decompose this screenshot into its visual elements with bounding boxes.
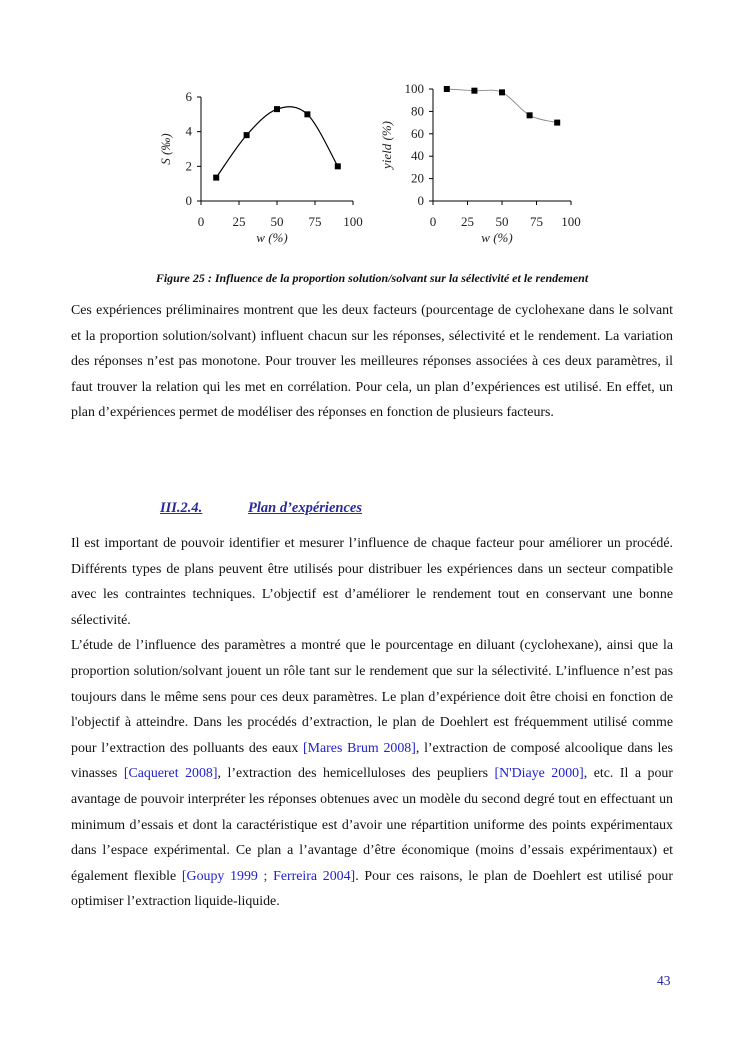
x-tick-label: 25	[461, 214, 474, 229]
data-point	[244, 132, 250, 138]
data-point	[274, 106, 280, 112]
text: . Pour ces raisons, le plan de Doehlert est utilisé pour optimiser l’extraction liquide-liquide.	[71, 868, 673, 910]
citation-caqueret[interactable]: [Caqueret 2008]	[123, 766, 218, 782]
citation-ndiaye[interactable]: [N'Diaye 2000]	[494, 766, 584, 782]
x-tick-label: 100	[561, 214, 581, 229]
x-tick-label: 0	[197, 214, 205, 229]
data-point	[527, 112, 533, 118]
x-axis-label: w (%)	[256, 230, 288, 245]
selectivity-chart	[150, 75, 370, 250]
section-number[interactable]: III.2.4.	[160, 500, 203, 516]
y-tick-label: 80	[411, 103, 424, 119]
data-point	[499, 89, 505, 95]
citation-goupy-ferreira[interactable]: [Goupy 1999 ; Ferreira 2004]	[181, 868, 356, 884]
x-tick-label: 0	[429, 214, 437, 229]
y-tick-label: 4	[185, 123, 192, 139]
text: , l’extraction de composé alcoolique dans les vinasses	[71, 740, 673, 782]
yield-chart	[375, 75, 595, 250]
paragraph-1: Ces expériences préliminaires montrent que les deux facteurs (pourcentage de cyclohexane dans le solvant et la proportion solution/solvant) influent chacun sur les réponses, sélectivité et le rendement. La variation des réponses n’est pas monotone. Pour trouver les meilleures réponses associées à ces deux paramètres, il faut trouver la relation qui les met en corrélation. Pour cela, un plan d’expériences est utilisé. En effet, un plan d’expériences permet de modéliser des réponses en fonction de plusieurs facteurs.	[71, 303, 673, 421]
y-axis-label: yield (%)	[379, 120, 394, 170]
y-tick-label: 2	[185, 158, 192, 174]
x-axis-label: w (%)	[481, 230, 513, 245]
data-point	[471, 88, 477, 94]
page-number: 43	[657, 973, 671, 988]
data-point	[444, 86, 450, 92]
text: , l’extraction des hemicelluloses des peupliers	[217, 766, 495, 782]
y-tick-label: 0	[417, 193, 424, 208]
x-tick-label: 100	[343, 214, 363, 229]
x-tick-label: 75	[308, 214, 322, 229]
data-point	[554, 120, 560, 126]
y-tick-label: 20	[411, 170, 424, 186]
x-tick-label: 50	[495, 214, 509, 229]
x-tick-label: 50	[270, 214, 284, 229]
y-tick-label: 40	[411, 148, 424, 164]
x-tick-label: 25	[232, 214, 246, 229]
data-point	[335, 163, 341, 169]
y-tick-label: 60	[411, 125, 424, 141]
section-body	[71, 531, 673, 915]
series-line	[216, 107, 338, 178]
y-tick-label: 100	[404, 81, 424, 96]
data-point	[213, 175, 219, 181]
paragraph-2: Il est important de pouvoir identifier et mesurer l’influence de chaque facteur pour améliorer un procédé. Différents types de plans peuvent être utilisés pour distribuer les expériences dans un secteur compatible avec les contraintes techniques. L’objectif est d’améliorer le rendement tout en conservant une bonne sélectivité.	[71, 536, 673, 628]
y-tick-label: 6	[185, 89, 192, 104]
x-tick-label: 75	[530, 214, 543, 229]
data-point	[304, 111, 310, 117]
paragraph-3	[71, 633, 673, 915]
y-tick-label: 0	[185, 193, 192, 208]
figure-caption: Figure 25 : Influence de la proportion solution/solvant sur la sélectivité et le rendement	[155, 271, 589, 285]
citation-mares-brum[interactable]: [Mares Brum 2008]	[303, 740, 416, 756]
y-axis-label: S (‰)	[158, 133, 173, 165]
text: , etc. Il a pour avantage de pouvoir interpréter les réponses obtenues avec un modèle du second degré tout en effectuant un minimum d’essais et dont la caractéristique est d’avoir une répartition uniforme des points expérimentaux dans l’espace expérimental. Ce plan a l’avantage d’être économique (moins d’essais expérimentaux) et également flexible	[71, 766, 673, 884]
section-title[interactable]: Plan d’expériences	[248, 500, 362, 516]
text: L’étude de l’influence des paramètres a montré que le pourcentage en diluant (cyclohexane), ainsi que la proportion solution/solvant jouent un rôle tant sur le rendement que sur la sélectivité. L’influence n’est pas toujours dans le même sens pour ces deux paramètres. Le plan d’expérience doit être choisi en fonction de l'objectif à atteindre. Dans les procédés d’extraction, le plan de Doehlert est fréquemment utilisé comme pour l’extraction des polluants des eaux	[71, 638, 673, 756]
